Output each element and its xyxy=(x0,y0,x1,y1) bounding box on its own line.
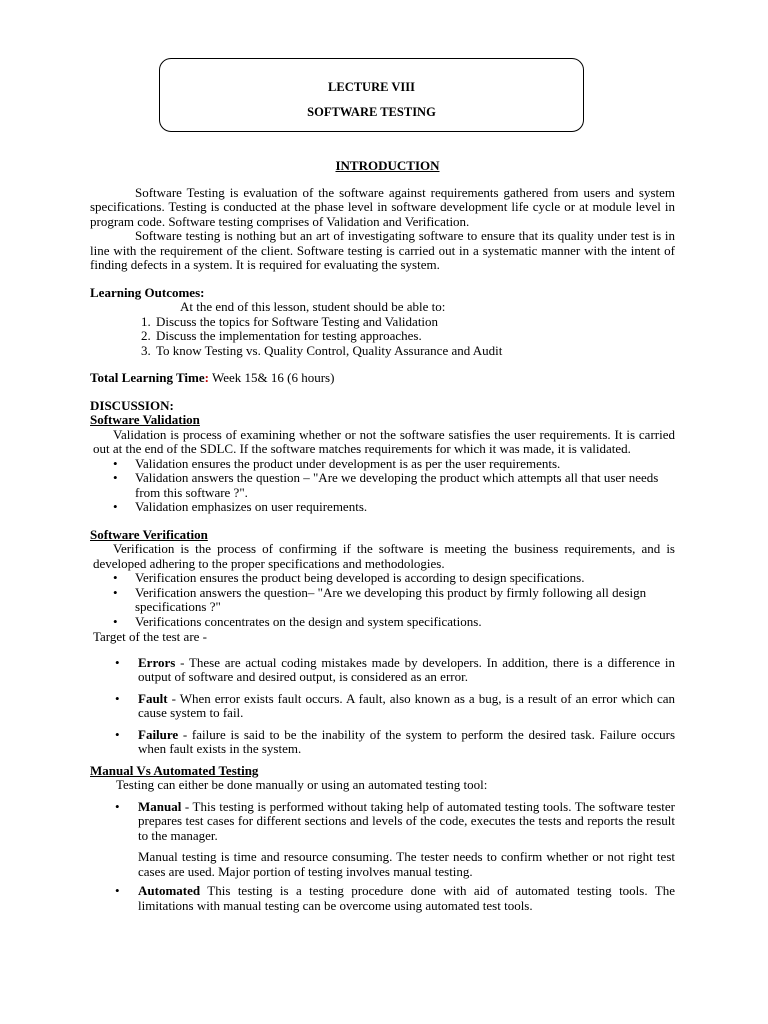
list-item: • Validation answers the question – "Are we developing the product which attempts all that user needs from this software ?". xyxy=(90,471,675,500)
learning-time-value: Week 15& 16 (6 hours) xyxy=(208,370,335,385)
list-item xyxy=(90,884,675,913)
list-item: • Verifications concentrates on the design and system specifications. xyxy=(90,615,675,630)
target-lead: Target of the test are - xyxy=(93,629,207,644)
target-term: Errors xyxy=(138,654,176,670)
manual-note: Manual testing is time and resource consuming. The tester needs to confirm whether or not right test cases are used. Major portion of testing involves manual testing. xyxy=(138,849,675,879)
discussion-heading: DISCUSSION: xyxy=(90,397,174,413)
list-item xyxy=(90,692,675,721)
automated-term: Automated xyxy=(138,883,201,898)
verification-bullets xyxy=(90,571,675,629)
lecture-title-box xyxy=(159,58,584,132)
learning-outcomes-heading: Learning Outcomes: xyxy=(90,284,205,300)
verification-text: Verification is the process of confirming if the software is meeting the business requirements, and is developed adhering to the proper specifications and methodologies. xyxy=(93,541,675,571)
automated-text: This testing is a testing procedure done with aid of automated testing tools. The limitations with manual testing can be overcome using automated test tools. xyxy=(138,883,675,913)
learning-time-label: Total Learning Time xyxy=(90,370,205,385)
list-item: • Verification answers the question– "Are we developing this product by firmly following all design specifications ?" xyxy=(90,586,675,615)
validation-text: Validation is process of examining whether or not the software satisfies the user requirements. It is carried out at the end of the SDLC. If the software matches requirements for which it was made, it is validated. xyxy=(93,426,675,456)
lecture-title: SOFTWARE TESTING xyxy=(307,105,436,119)
manual-vs-automated-heading: Manual Vs Automated Testing xyxy=(90,762,259,778)
learning-outcomes-lead: At the end of this lesson, student should be able to: xyxy=(180,299,446,314)
list-item: • Verification ensures the product being developed is according to design specifications. xyxy=(90,571,675,586)
list-item: • Validation emphasizes on user requirements. xyxy=(90,500,675,515)
validation-bullets xyxy=(90,457,675,515)
lecture-number: LECTURE VIII xyxy=(328,80,415,94)
learning-time xyxy=(90,371,675,386)
list-item xyxy=(90,656,675,685)
list-item: 3. To know Testing vs. Quality Control, Quality Assurance and Audit xyxy=(154,344,675,359)
list-item: 1. Discuss the topics for Software Testing and Validation xyxy=(154,315,675,330)
target-text: - failure is said to be the inability of the system to perform the desired task. Failure occurs when fault exists in the system. xyxy=(138,726,675,756)
target-term: Failure xyxy=(138,726,179,742)
list-item xyxy=(90,728,675,757)
target-list xyxy=(90,656,675,757)
learning-time-colon: : xyxy=(204,370,209,385)
list-item: 2. Discuss the implementation for testing approaches. xyxy=(154,329,675,344)
introduction-heading: INTRODUCTION xyxy=(335,158,440,173)
target-term: Fault xyxy=(138,690,168,706)
testing-types-list-2 xyxy=(90,884,675,913)
manual-text: - This testing is performed without taking help of automated testing tools. The software tester prepares test cases for different sections and levels of the code, executes the tests and reports the result to the manager. xyxy=(138,798,675,843)
manual-vs-automated-lead: Testing can either be done manually or using an automated testing tool: xyxy=(116,777,488,792)
manual-term: Manual xyxy=(138,798,182,814)
list-item xyxy=(90,800,675,844)
target-text: - These are actual coding mistakes made by developers. In addition, there is a difference in output of software and desired output, is considered as an error. xyxy=(138,654,675,684)
document-body xyxy=(90,159,675,920)
list-item: • Validation ensures the product under development is as per the user requirements. xyxy=(90,457,675,472)
target-text: - When error exists fault occurs. A fault, also known as a bug, is a result of an error which can cause system to fail. xyxy=(138,690,675,720)
intro-paragraph-2: Software testing is nothing but an art of investigating software to ensure that its quality under test is in line with the requirement of the client. Software testing is carried out in a systematic manner with the intent of finding defects in a system. It is required for evaluating the system. xyxy=(90,228,675,272)
verification-heading: Software Verification xyxy=(90,526,208,542)
learning-outcomes-list xyxy=(90,315,675,359)
intro-paragraph-1: Software Testing is evaluation of the software against requirements gathered from users and system specifications. Testing is conducted at the phase level in software development life cycle or at module level in program code. Software testing comprises of Validation and Verification. xyxy=(90,184,675,229)
validation-heading: Software Validation xyxy=(90,412,200,427)
testing-types-list xyxy=(90,800,675,844)
